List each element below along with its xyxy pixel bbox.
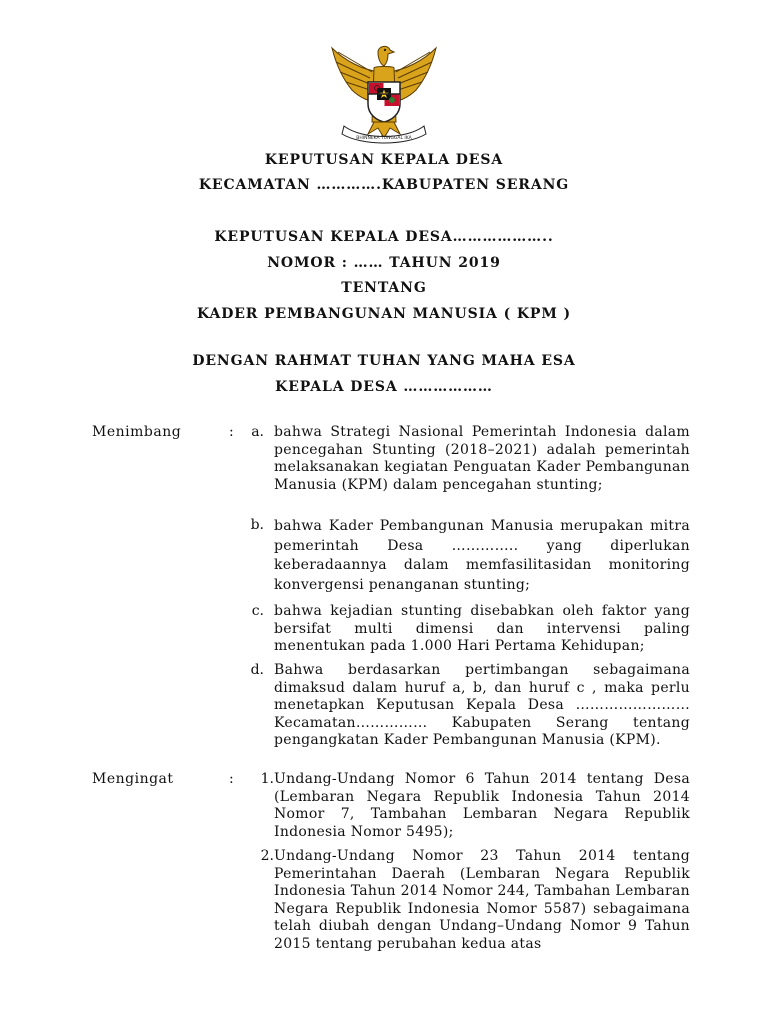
list-item-text: bahwa Kader Pembangunan Manusia merupakan mitra pemerintah Desa ………….. yang diperlukan keberadaannya dalam memfasilitasidan monitoring konvergensi penanganan stunting; bbox=[274, 518, 690, 593]
decree-heading: KEPUTUSAN KEPALA DESA……………….. bbox=[214, 229, 554, 245]
list-item-marker: d. bbox=[250, 662, 264, 678]
tentang-label: TENTANG bbox=[341, 280, 427, 296]
mengingat-colon: : bbox=[229, 771, 234, 787]
list-item-marker: 2. bbox=[260, 848, 274, 864]
list-item-marker: b. bbox=[250, 517, 264, 533]
decree-title: KEPUTUSAN KEPALA DESA bbox=[264, 152, 504, 168]
list-item-text: bahwa kejadian stunting disebabkan oleh faktor yang bersifat multi dimensi dan intervensi paling menentukan pada 1.000 Hari Pertama Kehidupan; bbox=[274, 603, 690, 654]
list-item-text: Undang-Undang Nomor 6 Tahun 2014 tentang Desa (Lembaran Negara Republik Indonesia Tahun 2014 Nomor 7, Tambahan Lembaran Negara Republik Indonesia Nomor 5495); bbox=[274, 771, 690, 840]
menimbang-colon: : bbox=[229, 424, 234, 440]
list-item-marker: 1. bbox=[260, 771, 274, 787]
list-item-marker: c. bbox=[251, 603, 264, 619]
garuda-pancasila-emblem-icon bbox=[322, 42, 446, 146]
village-head-line: KEPALA DESA ……………… bbox=[275, 379, 493, 395]
list-item-text: Undang-Undang Nomor 23 Tahun 2014 tentang Pemerintahan Daerah (Lembaran Negara Republik Indonesia Tahun 2014 Nomor 244, Tambahan Lembaran Negara Republik Indonesia Nomor 5587) sebagaimana telah diubah dengan Undang–Undang Nomor 9 Tahun 2015 tentang perubahan kedua atas bbox=[274, 848, 690, 952]
decree-subject: KADER PEMBANGUNAN MANUSIA ( KPM ) bbox=[196, 306, 572, 322]
list-item-text: Bahwa berdasarkan pertimbangan sebagaimana dimaksud dalam huruf a, b, dan huruf c , maka perlu menetapkan Keputusan Kepala Desa ……………………Kecamatan…………… Kabupaten Serang tentang pengangkatan Kader Pembangunan Manusia (KPM). bbox=[274, 662, 690, 748]
invocation-line: DENGAN RAHMAT TUHAN YANG MAHA ESA bbox=[192, 353, 576, 369]
district-line: KECAMATAN ………….KABUPATEN SERANG bbox=[198, 177, 570, 193]
decree-number: NOMOR : …… TAHUN 2019 bbox=[267, 255, 501, 271]
list-item-text: bahwa Strategi Nasional Pemerintah Indonesia dalam pencegahan Stunting (2018–2021) adalah pemerintah melaksanakan kegiatan Penguatan Kader Pembangunan Manusia (KPM) dalam pencegahan stunting; bbox=[274, 424, 690, 493]
menimbang-label: Menimbang bbox=[92, 424, 182, 440]
list-item-marker: a. bbox=[251, 424, 264, 440]
mengingat-label: Mengingat bbox=[92, 771, 174, 787]
svg-text:BHINNEKA TUNGGAL IKA: BHINNEKA TUNGGAL IKA bbox=[356, 136, 412, 141]
